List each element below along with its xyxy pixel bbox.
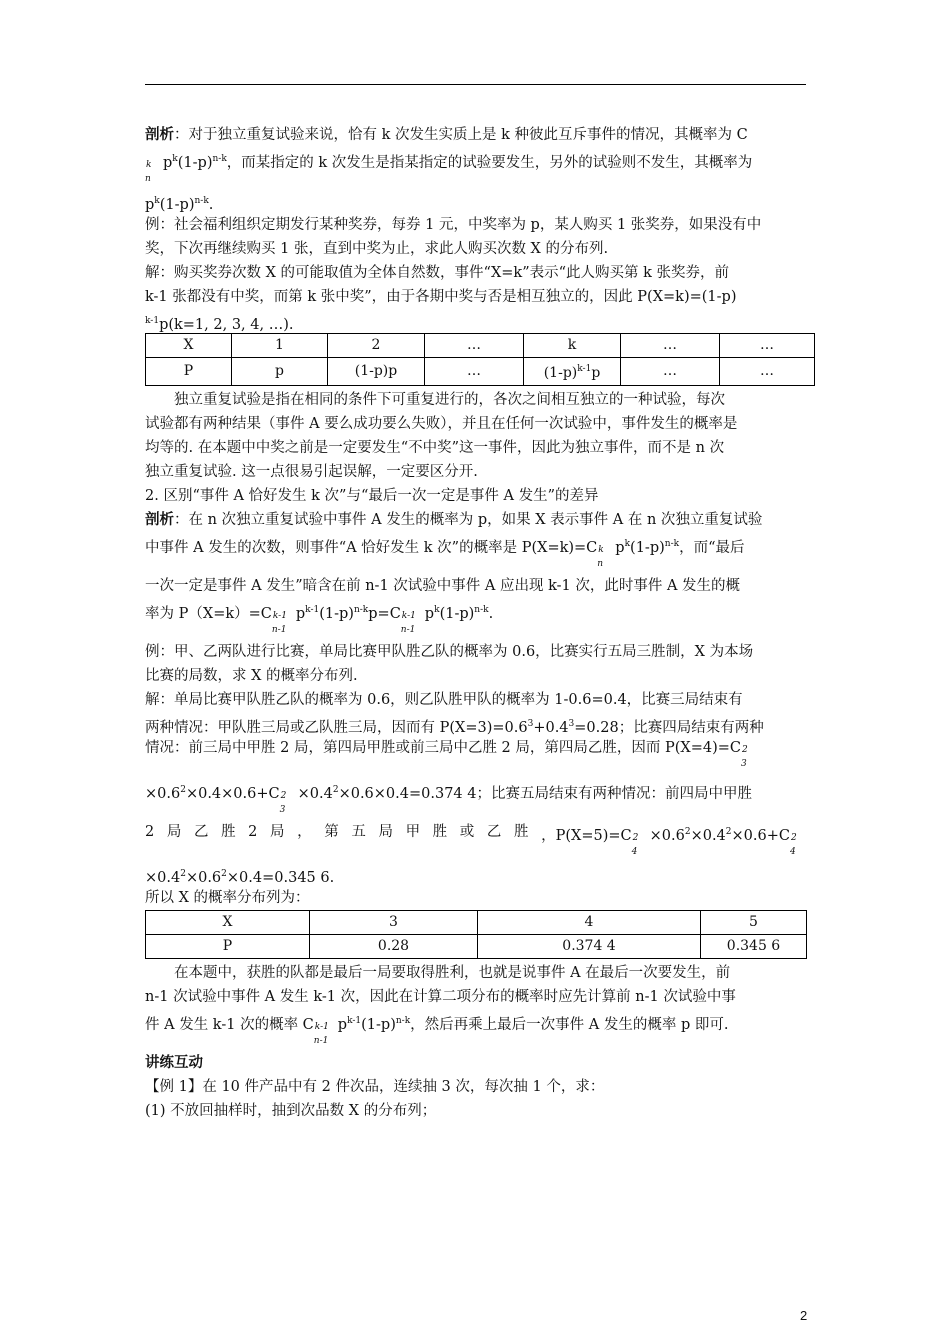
analysis2-line-4: 率为 P（X=k）=C k-1 n-1 $p^{k-1}(1-p)^{n-k}p=C$ k-1 n-1 $p^k(1-p)^{n-k}$.: [145, 605, 494, 635]
note1-line-3: 均等的. 在本题中中奖之前是一定要发生“不中奖”这一事件，因此为独立事件，而不是 n 次: [145, 440, 725, 456]
solution2-line-6: $\times 0.4^2\times 0.6^2\times 0.4=0.345$ 6.: [145, 869, 335, 886]
example2-line-2: 比赛的局数，求 X 的概率分布列.: [145, 668, 358, 684]
table-row: X 3 4 5: [146, 911, 807, 935]
analysis-label: 剖析: [145, 126, 174, 143]
note1-line-2: 试验都有两种结果（事件 A 要么成功要么失败），并且在任何一次试验中，事件发生的概率是: [145, 416, 738, 432]
analysis2-line-2: 中事件 A 发生的次数，则事件“A 恰好发生 k 次”的概率是 P(X=k)=C k n $p^k(1-p)^{n-k}$，而“最后: [145, 539, 745, 569]
note2-line-2: n-1 次试验中事件 A 发生 k-1 次，因此在计算二项分布的概率时应先计算前 n-1 次试验中事: [145, 989, 736, 1005]
note1-line-1: 独立重复试验是指在相同的条件下可重复进行的，各次之间相互独立的一种试验，每次: [174, 392, 725, 408]
analysis-line-3: $p^k(1-p)^{n-k}$.: [145, 196, 214, 213]
section2-title: 2. 区别“事件 A 恰好发生 k 次”与“最后一次一定是事件 A 发生”的差异: [145, 488, 599, 504]
solution1-line-3: $^{k-1}$p(k=1, 2, 3, 4, …).: [145, 316, 294, 333]
solution1-line-2: k-1 张都没有中奖，而第 k 张中奖”，由于各期中奖与否是相互独立的，因此 P(X=k)=(1-p): [145, 289, 737, 305]
table-row: P p (1-p)p … $(1-p)^{k-1}p$ … …: [146, 358, 815, 386]
example1-line-2: 奖，下次再继续购买 1 张，直到中奖为止，求此人购买次数 X 的分布列.: [145, 241, 609, 257]
page-content: [145, 123, 808, 1123]
practice-line-1: 【例 1】在 10 件产品中有 2 件次品，连续抽 3 次，每次抽 1 个，求：: [145, 1079, 605, 1095]
analysis2-line-3: 一次一定是事件 A 发生”暗含在前 n-1 次试验中事件 A 应出现 k-1 次，此时事件 A 发生的概: [145, 578, 741, 594]
analysis-line-1: 剖析：对于独立重复试验来说，恰有 k 次发生实质上是 k 种彼此互斥事件的情况，其概率为 C: [145, 126, 748, 143]
note2-line-1: 在本题中，获胜的队都是最后一局要取得胜利，也就是说事件 A 在最后一次要发生，前: [174, 965, 731, 981]
distribution-table-1: [145, 333, 815, 386]
note1-line-4: 独立重复试验. 这一点很易引起误解，一定要区分开.: [145, 464, 478, 480]
header-rule: [145, 84, 806, 85]
analysis-line-2: k n $p^k(1-p)^{n-k}$，而某指定的 k 次发生是指某指定的试验要发生，另外的试验则不发生，其概率为: [145, 154, 753, 184]
solution2-line-4: $\times 0.6^2\times 0.4\times 0.6+C$ 2 3 $\times 0.4^2\times 0.6\times 0.4=0.374$ 4；比赛五局结束有两种情况：前四局中甲胜: [145, 785, 752, 815]
practice-heading: 讲练互动: [145, 1054, 203, 1071]
example1-line-1: 例：社会福利组织定期发行某种奖券，每券 1 元，中奖率为 p，某人购买 1 张奖券，如果没有中: [145, 217, 762, 233]
table-row: X 1 2 … k … …: [146, 334, 815, 358]
table-row: P 0.28 0.374 4 0.345 6: [146, 935, 807, 959]
analysis2-line-1: 剖析：在 n 次独立重复试验中事件 A 发生的概率为 p，如果 X 表示事件 A 在 n 次独立重复试验: [145, 511, 763, 528]
solution2-line-2: 两种情况：甲队胜三局或乙队胜三局，因而有 $P(X=3)=0.6^3+0.4^3=0.28$；比赛四局结束有两种: [145, 719, 764, 736]
solution2-line-5: 2 局 乙 胜 2 局 ， 第 五 局 甲 胜 或 乙 胜 ，P(X=5)=C 2 4 $\times 0.6^2\times 0.4^2\times 0.6+C$ 2 4: [145, 824, 797, 857]
solution2-line-3: 情况：前三局中甲胜 2 局，第四局甲胜或前三局中乙胜 2 局，第四局乙胜，因而 P(X=4)=C 2 3: [145, 740, 748, 769]
distribution-table-2: [145, 910, 807, 959]
table2-intro: 所以 X 的概率分布列为：: [145, 890, 310, 906]
practice-line-2: (1) 不放回抽样时，抽到次品数 X 的分布列；: [145, 1103, 437, 1119]
page-number: 2: [800, 1308, 808, 1323]
solution2-line-1: 解：单局比赛甲队胜乙队的概率为 0.6，则乙队胜甲队的概率为 1-0.6=0.4，比赛三局结束有: [145, 692, 743, 708]
solution1-line-1: 解：购买奖券次数 X 的可能取值为全体自然数，事件“X=k”表示“此人购买第 k 张奖券，前: [145, 265, 730, 281]
note2-line-3: 件 A 发生 k-1 次的概率 C k-1 n-1 $p^{k-1}(1-p)^{n-k}$，然后再乘上最后一次事件 A 发生的概率 p 即可.: [145, 1016, 729, 1046]
example2-line-1: 例：甲、乙两队进行比赛，单局比赛甲队胜乙队的概率为 0.6，比赛实行五局三胜制，X 为本场: [145, 644, 754, 660]
